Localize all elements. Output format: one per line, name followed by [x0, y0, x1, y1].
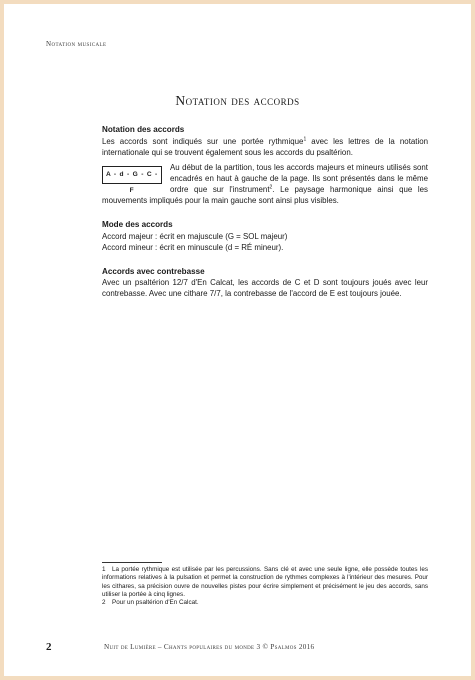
footnote-text: Pour un psaltérion d'En Calcat. [112, 599, 199, 607]
paragraph-notation-intro [102, 136, 428, 158]
section-heading-mode: Mode des accords [102, 220, 173, 230]
chord-box: A - d - G - C - F [102, 166, 162, 184]
spacer [102, 253, 428, 266]
footnote-number: 1 [102, 566, 106, 573]
footnote-text: La portée rythmique est utilisée par les percussions. Sans clé et avec une seule ligne, elle possède toutes les informations relatives à la pulsation et permet la construction de rythmes complexes à l'intérieur des mesures. Pour les cithares, sa précision ouvre de nouvelles pistes pour écrire simplement et précisément le jeu des accords, sans utiliser la portée à cinq lignes. [102, 566, 428, 598]
spacer [102, 206, 428, 219]
footnote-divider [102, 562, 162, 563]
footnote-1 [102, 566, 428, 599]
section-heading-notation: Notation des accords [102, 125, 185, 134]
paragraph-contrebasse: Avec un psaltérion 12/7 d'En Calcat, les accords de C et D sont toujours joués avec leur contrebasse. Avec une cithare 7/7, la contrebasse de l'accord de E est toujours jouée. [102, 278, 428, 299]
text-span: Les accords sont indiqués sur une portée rythmique [102, 136, 304, 146]
page-title: Notation des accords [175, 93, 300, 108]
running-footer: Nuit de Lumière – Chants populaires du monde 3 © Psalmos 2016 [104, 643, 315, 651]
footnotes [102, 562, 428, 607]
footnote-2 [102, 599, 428, 607]
running-header: Notation musicale [46, 40, 107, 48]
page-number: 2 [46, 641, 52, 653]
mode-line-major: Accord majeur : écrit en majuscule (G = SOL majeur) [102, 231, 288, 241]
footnote-ref-2: 2 [269, 184, 273, 191]
text-span: Au début de la partition, tous les accords majeurs et mineurs utilisés sont encadrés en haut à gauche de la page. Ils sont présentés dans le même ordre que sur l'instrument [170, 162, 428, 194]
main-content [102, 124, 428, 299]
section-heading-contrebasse: Accords avec contrebasse [102, 266, 205, 276]
footnote-ref-1: 1 [303, 135, 307, 142]
mode-line-minor: Accord mineur : écrit en minuscule (d = RÉ mineur). [102, 242, 284, 252]
footnote-number: 2 [102, 599, 106, 607]
text-span: avec les lettres de la notation internationale qui se trouvent également sous les accords du psaltérion. [102, 136, 428, 157]
text-span: . Le paysage harmonique ainsi que les mouvements impliqués pour la main gauche sont ainsi plus visibles. [102, 184, 428, 205]
